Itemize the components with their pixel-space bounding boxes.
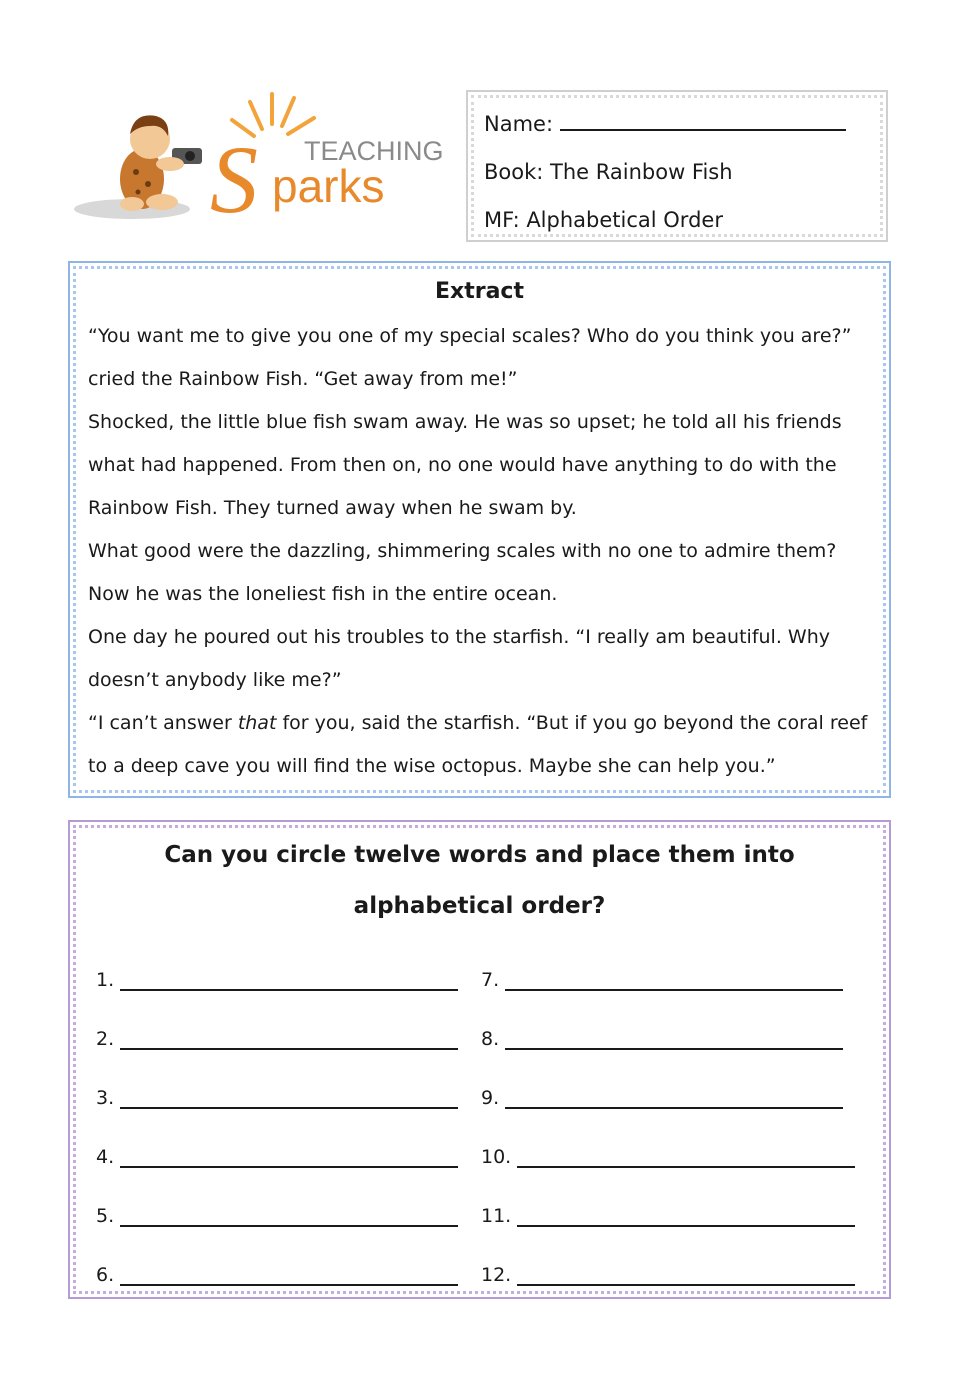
answer-number: 5. [96,1205,115,1227]
extract-last-post: for you, said the starfish. “But if you go beyond the coral reef to a deep cave you will find the wise octopus. Maybe she can help you.” [88,712,868,777]
answer-item [481,1146,866,1168]
caveman-mascot-icon [72,84,452,244]
extract-paragraph: Shocked, the little blue fish swam away. He was so upset; he told all his friends what had happened. From then on, no one would have anything to do with the Rainbow Fish. They turned away when he swam by. [88,411,842,519]
extract-last-pre: “I can’t answer [88,712,238,734]
answer-line[interactable] [120,975,458,991]
answer-item [96,1264,481,1286]
logo-word-top: TEACHING [304,136,444,166]
svg-text:S: S [210,126,258,233]
answer-number: 4. [96,1146,115,1168]
name-input-line[interactable] [560,111,846,131]
student-info-box [466,90,888,242]
answer-item [481,969,866,991]
answer-row [96,991,866,1050]
answer-item [96,1146,481,1168]
answer-line[interactable] [505,1093,843,1109]
answer-item [481,1205,866,1227]
answer-item [96,969,481,991]
mf-line: MF: Alphabetical Order [484,208,723,232]
extract-paragraph: “You want me to give you one of my special scales? Who do you think you are?” cried the Rainbow Fish. “Get away from me!” [88,325,852,390]
answer-row [96,1050,866,1109]
answer-row [96,1227,866,1286]
name-line [484,100,870,148]
svg-text:parks: parks [272,160,385,212]
answer-item [96,1028,481,1050]
answer-number: 2. [96,1028,115,1050]
answer-row [96,1168,866,1227]
answer-row [96,932,866,991]
answer-line[interactable] [517,1152,855,1168]
answer-line[interactable] [120,1270,458,1286]
answer-number: 10. [481,1146,512,1168]
answer-row [96,1109,866,1168]
answer-item [96,1087,481,1109]
answer-number: 6. [96,1264,115,1286]
answer-line[interactable] [517,1211,855,1227]
extract-box [68,261,891,798]
answer-line[interactable] [517,1270,855,1286]
extract-title: Extract [435,279,524,304]
answer-grid [96,932,866,1286]
task-title: Can you circle twelve words and place them into alphabetical order? [164,842,795,919]
extract-paragraph-last [88,702,871,788]
teaching-sparks-logo [72,84,452,244]
task-box [68,820,891,1299]
extract-paragraph: What good were the dazzling, shimmering scales with no one to admire them? Now he was the loneliest fish in the entire ocean. [88,540,837,605]
answer-item [481,1264,866,1286]
answer-line[interactable] [505,1034,843,1050]
name-label: Name: [484,112,554,136]
answer-line[interactable] [505,975,843,991]
answer-number: 9. [481,1087,500,1109]
answer-number: 7. [481,969,500,991]
answer-number: 12. [481,1264,512,1286]
answer-line[interactable] [120,1152,458,1168]
book-line: Book: The Rainbow Fish [484,160,733,184]
extract-last-emphasis: that [237,712,277,734]
answer-item [481,1028,866,1050]
answer-line[interactable] [120,1093,458,1109]
answer-number: 11. [481,1205,512,1227]
answer-item [96,1205,481,1227]
answer-item [481,1087,866,1109]
answer-line[interactable] [120,1211,458,1227]
extract-paragraph: One day he poured out his troubles to the starfish. “I really am beautiful. Why doesn’t anybody like me?” [88,626,830,691]
answer-line[interactable] [120,1034,458,1050]
answer-number: 1. [96,969,115,991]
answer-number: 3. [96,1087,115,1109]
answer-number: 8. [481,1028,500,1050]
